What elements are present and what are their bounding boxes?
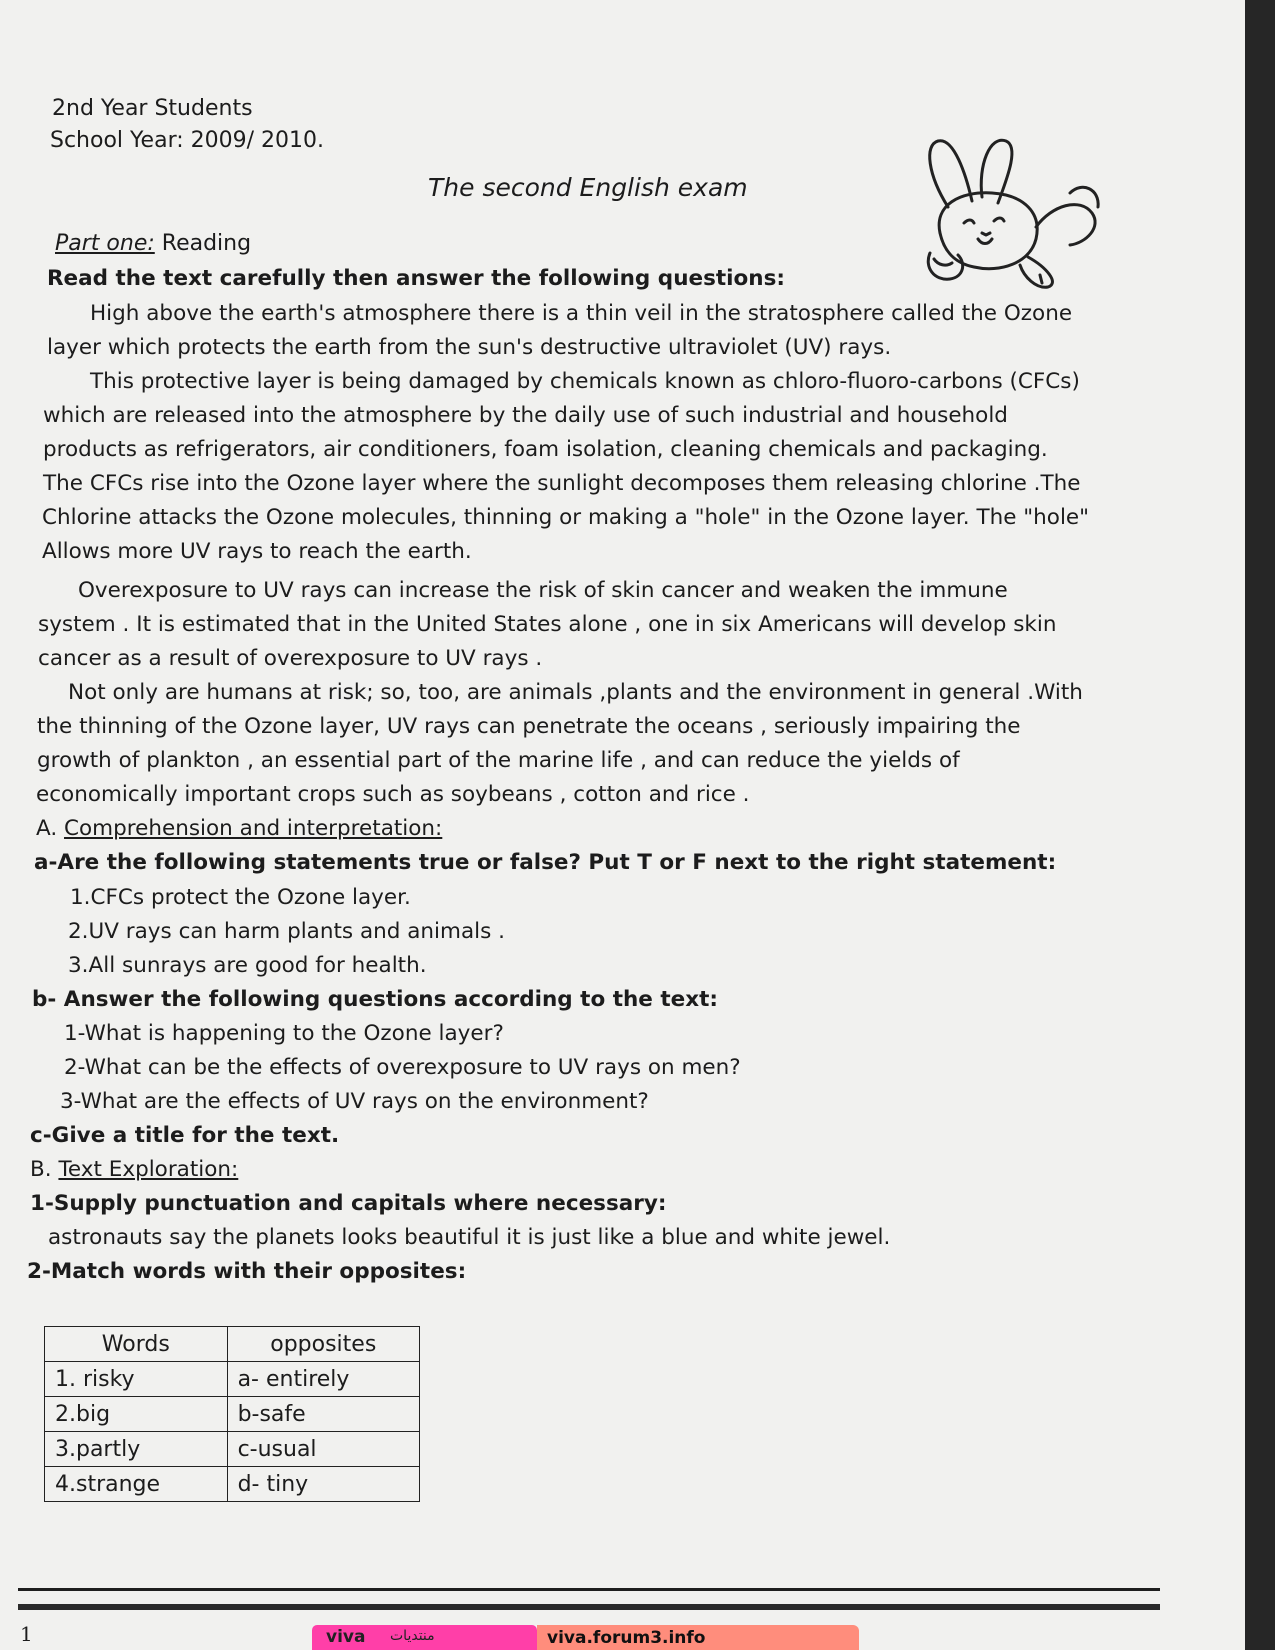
table-header-row [45, 1327, 420, 1362]
statement-item: 3.All sunrays are good for health. [68, 953, 427, 978]
punctuation-sentence: astronauts say the planets looks beautiful it is just like a blue and white jewel. [48, 1225, 891, 1250]
footer-rule-thick [18, 1604, 1160, 1610]
table-cell-word: 3.partly [45, 1432, 228, 1467]
passage-line: High above the earth's atmosphere there is a thin veil in the stratosphere called the Ozone [90, 301, 1073, 326]
question-item: 3-What are the effects of UV rays on the environment? [60, 1089, 649, 1114]
punctuation-instruction: 1-Supply punctuation and capitals where necessary: [30, 1191, 667, 1216]
true-false-instruction: a-Are the following statements true or false? Put T or F next to the right statement: [34, 850, 1057, 875]
part-one-label: Part one: [55, 231, 155, 256]
section-b-prefix: B. [30, 1157, 52, 1182]
watermark-url-text: viva.forum3.info [547, 1628, 706, 1648]
passage-line: The CFCs rise into the Ozone layer where the sunlight decomposes them releasing chlorine .The [43, 471, 1081, 496]
table-cell-opposite: a- entirely [227, 1362, 419, 1397]
exam-title: The second English exam [428, 173, 748, 202]
question-item: 2-What can be the effects of overexposure to UV rays on men? [64, 1055, 741, 1080]
passage-line: economically important crops such as soybeans , cotton and rice . [36, 782, 750, 807]
table-row [45, 1432, 420, 1467]
section-a-heading [36, 818, 442, 840]
match-instruction: 2-Match words with their opposites: [27, 1259, 467, 1284]
match-table [44, 1326, 420, 1502]
table-cell-word: 2.big [45, 1397, 228, 1432]
watermark-left-brand: viva [326, 1627, 366, 1647]
footer-rule [18, 1588, 1160, 1591]
passage-line: Overexposure to UV rays can increase the risk of skin cancer and weaken the immune [78, 578, 1008, 603]
section-a-title: Comprehension and interpretation: [64, 816, 443, 841]
passage-line: This protective layer is being damaged by chemicals known as chloro-fluoro-carbons (CFCs) [90, 369, 1080, 394]
watermark-left-arabic: منتديات [390, 1628, 435, 1644]
table-row [45, 1362, 420, 1397]
table-cell-opposite: d- tiny [227, 1467, 419, 1502]
table-cell-opposite: c-usual [227, 1432, 419, 1467]
part-one-name: Reading [161, 231, 252, 256]
table-header-words: Words [45, 1327, 228, 1362]
passage-line: Chlorine attacks the Ozone molecules, thinning or making a "hole" in the Ozone layer. The "hole" [42, 505, 1090, 530]
students-label: 2nd Year Students [52, 96, 253, 121]
school-year: School Year: 2009/ 2010. [50, 128, 325, 153]
passage-line: cancer as a result of overexposure to UV rays . [38, 646, 543, 671]
passage-line: products as refrigerators, air conditioners, foam isolation, cleaning chemicals and packaging. [43, 437, 1048, 462]
table-header-opposites: opposites [227, 1327, 419, 1362]
section-b-heading [30, 1159, 238, 1181]
watermark-left[interactable] [312, 1625, 537, 1650]
page-number: 1 [20, 1622, 33, 1646]
passage-line: the thinning of the Ozone layer, UV rays can penetrate the oceans , seriously impairing the [37, 714, 1021, 739]
passage-line: Allows more UV rays to reach the earth. [42, 539, 472, 564]
passage-line: Not only are humans at risk; so, too, are animals ,plants and the environment in general .With [68, 680, 1083, 705]
scan-edge [1245, 0, 1275, 1650]
questions-instruction: b- Answer the following questions according to the text: [32, 987, 718, 1012]
passage-line: layer which protects the earth from the sun's destructive ultraviolet (UV) rays. [47, 335, 892, 360]
passage-line: which are released into the atmosphere by the daily use of such industrial and household [43, 403, 1008, 428]
section-a-prefix: A. [36, 816, 58, 841]
title-instruction: c-Give a title for the text. [30, 1123, 340, 1148]
question-item: 1-What is happening to the Ozone layer? [64, 1021, 504, 1046]
table-row [45, 1467, 420, 1502]
reading-instruction: Read the text carefully then answer the following questions: [47, 266, 785, 291]
statement-item: 2.UV rays can harm plants and animals . [68, 919, 505, 944]
bunny-icon [920, 135, 1105, 290]
statement-item: 1.CFCs protect the Ozone layer. [70, 885, 411, 910]
table-row [45, 1397, 420, 1432]
table-cell-word: 1. risky [45, 1362, 228, 1397]
table-cell-word: 4.strange [45, 1467, 228, 1502]
table-cell-opposite: b-safe [227, 1397, 419, 1432]
section-b-title: Text Exploration: [58, 1157, 239, 1182]
passage-line: growth of plankton , an essential part of the marine life , and can reduce the yields of [37, 748, 960, 773]
watermark-url-link[interactable] [537, 1625, 859, 1650]
part-one-heading [55, 233, 251, 255]
passage-line: system . It is estimated that in the United States alone , one in six Americans will develop skin [38, 612, 1057, 637]
